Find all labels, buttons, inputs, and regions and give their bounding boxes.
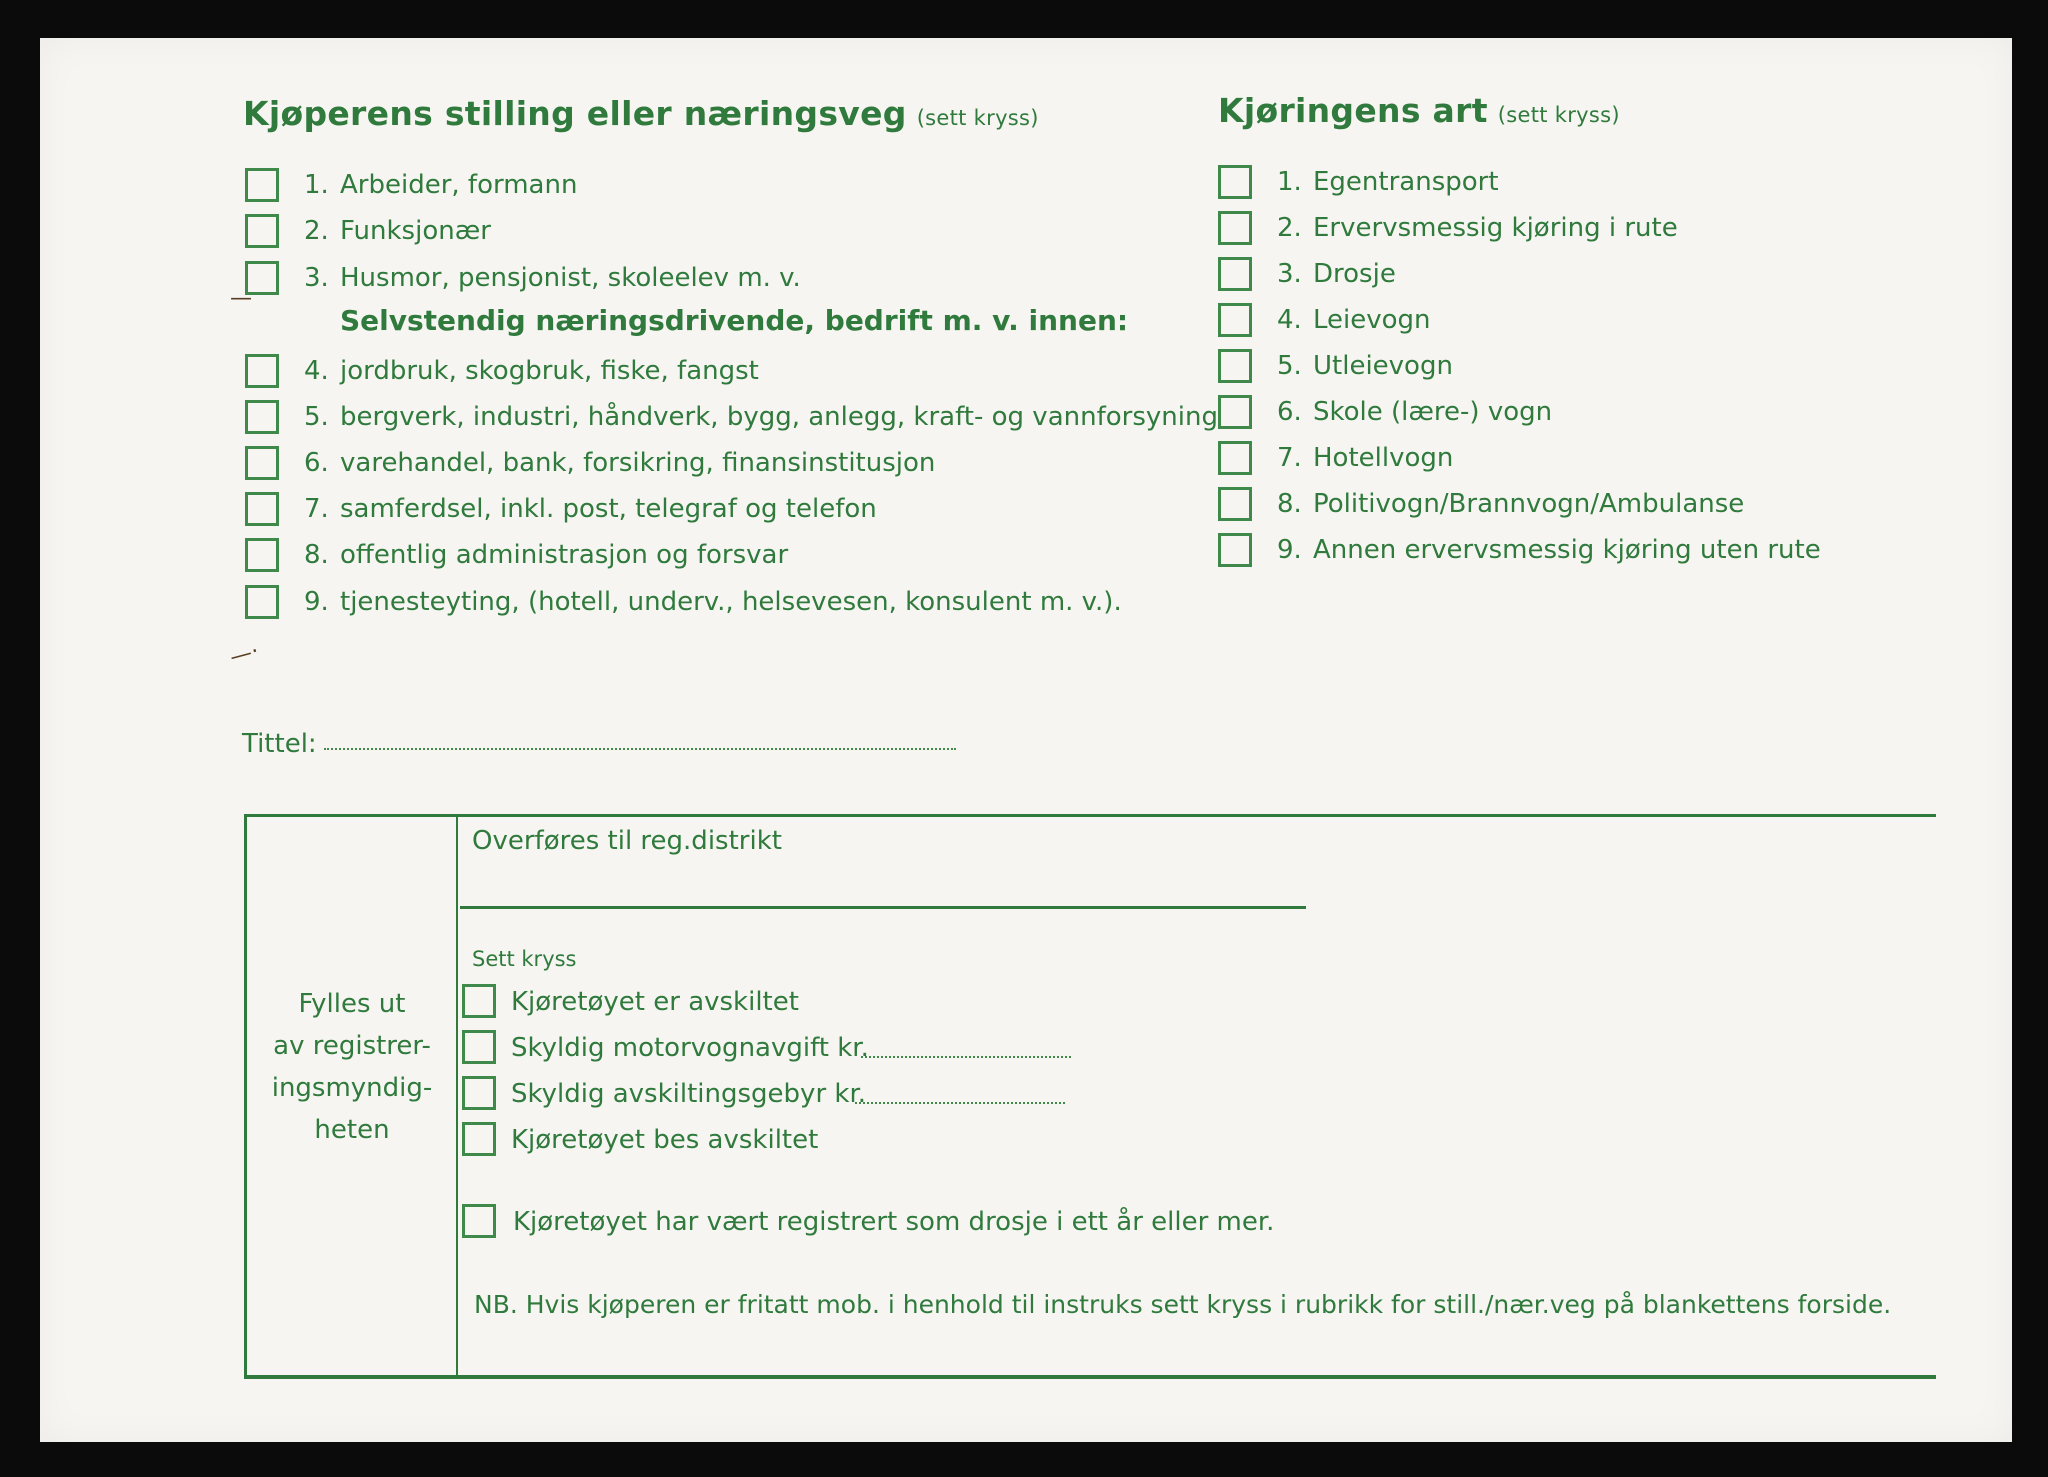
occupation-num: 4. — [304, 356, 329, 386]
occupation-checkbox-8[interactable] — [245, 538, 279, 572]
driving-type-checkbox-9[interactable] — [1218, 533, 1252, 567]
driving-type-item-3 — [1277, 256, 1396, 292]
occupation-item-2 — [304, 213, 491, 249]
authority-note-line: ingsmyndig- — [271, 1073, 433, 1103]
transfer-label: Overføres til reg.distrikt — [472, 826, 782, 856]
occupation-item-8 — [304, 537, 788, 573]
motorvognavgift-amount-field[interactable] — [861, 1056, 1071, 1058]
driving-type-checkbox-2[interactable] — [1218, 211, 1252, 245]
driving-type-checkbox-6[interactable] — [1218, 395, 1252, 429]
sett-kryss-label: Sett kryss — [472, 947, 577, 971]
occupation-label: Husmor, pensjonist, skoleelev m. v. — [340, 263, 801, 293]
driving-type-num: 2. — [1277, 213, 1302, 243]
driving-type-checkbox-5[interactable] — [1218, 349, 1252, 383]
box-divider — [456, 814, 458, 1379]
driving-type-item-8 — [1277, 486, 1744, 522]
occupation-label: samferdsel, inkl. post, telegraf og telefon — [340, 494, 877, 524]
driving-type-label: Annen ervervsmessig kjøring uten rute — [1313, 535, 1821, 565]
driving-type-label: Leievogn — [1313, 305, 1431, 335]
registration-checkbox-3[interactable] — [462, 1076, 496, 1110]
occupation-label: jordbruk, skogbruk, fiske, fangst — [340, 356, 759, 386]
occupation-num: 7. — [304, 494, 329, 524]
right-heading-title: Kjøringens art — [1218, 91, 1488, 130]
left-heading-title: Kjøperens stilling eller næringsveg — [243, 94, 907, 133]
driving-type-num: 5. — [1277, 351, 1302, 381]
driving-type-label: Egentransport — [1313, 167, 1499, 197]
occupation-item-9 — [304, 584, 1122, 620]
occupation-item-5 — [304, 399, 1218, 435]
authority-note — [252, 983, 452, 1151]
occupation-num: 2. — [304, 216, 329, 246]
occupation-item-7 — [304, 491, 877, 527]
box-bottom-rule — [244, 1375, 1936, 1379]
driving-type-checkbox-1[interactable] — [1218, 165, 1252, 199]
driving-type-num: 8. — [1277, 489, 1302, 519]
tittel-field[interactable] — [324, 748, 956, 750]
occupation-item-3 — [304, 260, 801, 296]
occupation-checkbox-4[interactable] — [245, 354, 279, 388]
occupation-num: 9. — [304, 587, 329, 617]
driving-type-checkbox-3[interactable] — [1218, 257, 1252, 291]
driving-type-item-2 — [1277, 210, 1678, 246]
drosje-checkbox[interactable] — [462, 1204, 496, 1238]
registration-checkbox-2[interactable] — [462, 1030, 496, 1064]
registration-check-label: Skyldig motorvognavgift kr. — [511, 1033, 869, 1063]
driving-type-checkbox-7[interactable] — [1218, 441, 1252, 475]
left-heading — [243, 94, 1039, 133]
driving-type-label: Ervervsmessig kjøring i rute — [1313, 213, 1678, 243]
occupation-label: varehandel, bank, forsikring, finansinstitusjon — [340, 448, 936, 478]
avskiltingsgebyr-amount-field[interactable] — [855, 1102, 1065, 1104]
occupation-checkbox-2[interactable] — [245, 214, 279, 248]
occupation-checkbox-5[interactable] — [245, 400, 279, 434]
occupation-label: offentlig administrasjon og forsvar — [340, 540, 789, 570]
driving-type-label: Skole (lære-) vogn — [1313, 397, 1553, 427]
registration-checkbox-4[interactable] — [462, 1122, 496, 1156]
driving-type-num: 4. — [1277, 305, 1302, 335]
occupation-num: 8. — [304, 540, 329, 570]
driving-type-item-9 — [1277, 532, 1821, 568]
right-heading-note: (sett kryss) — [1497, 103, 1620, 127]
driving-type-label: Hotellvogn — [1313, 443, 1454, 473]
occupation-num: 6. — [304, 448, 329, 478]
occupation-checkbox-1[interactable] — [245, 168, 279, 202]
occupation-num: 1. — [304, 170, 329, 200]
right-heading — [1218, 91, 1620, 130]
driving-type-checkbox-4[interactable] — [1218, 303, 1252, 337]
driving-type-item-6 — [1277, 394, 1552, 430]
driving-type-item-7 — [1277, 440, 1453, 476]
drosje-check-label: Kjøretøyet har vært registrert som drosje i ett år eller mer. — [513, 1207, 1275, 1237]
authority-note-line: heten — [314, 1115, 390, 1145]
authority-note-line: av registrer- — [273, 1031, 431, 1061]
box-top-rule — [244, 814, 1936, 817]
registration-check-label: Skyldig avskiltingsgebyr kr. — [511, 1079, 867, 1109]
self-employed-subheading: Selvstendig næringsdrivende, bedrift m. v. innen: — [340, 304, 1129, 337]
occupation-num: 3. — [304, 263, 329, 293]
occupation-item-4 — [304, 353, 759, 389]
tittel-label: Tittel: — [242, 729, 317, 759]
transfer-field[interactable] — [460, 906, 1306, 909]
occupation-checkbox-7[interactable] — [245, 492, 279, 526]
driving-type-checkbox-8[interactable] — [1218, 487, 1252, 521]
driving-type-num: 1. — [1277, 167, 1302, 197]
occupation-label: Funksjonær — [340, 216, 491, 246]
driving-type-item-5 — [1277, 348, 1453, 384]
occupation-label: tjenesteyting, (hotell, underv., helsevesen, konsulent m. v.). — [340, 587, 1122, 617]
registration-check-label: Kjøretøyet er avskiltet — [511, 987, 799, 1017]
occupation-checkbox-6[interactable] — [245, 446, 279, 480]
nb-note: NB. Hvis kjøperen er fritatt mob. i henhold til instruks sett kryss i rubrikk for still./nær.veg på blankettens forside. — [474, 1289, 1892, 1319]
authority-note-line: Fylles ut — [298, 989, 406, 1019]
driving-type-num: 3. — [1277, 259, 1302, 289]
left-heading-note: (sett kryss) — [916, 106, 1039, 130]
occupation-item-6 — [304, 445, 935, 481]
occupation-item-1 — [304, 167, 577, 203]
registration-check-label: Kjøretøyet bes avskiltet — [511, 1125, 819, 1155]
occupation-label: bergverk, industri, håndverk, bygg, anlegg, kraft- og vannforsyning — [340, 402, 1218, 432]
driving-type-num: 9. — [1277, 535, 1302, 565]
occupation-label: Arbeider, formann — [340, 170, 578, 200]
driving-type-item-4 — [1277, 302, 1431, 338]
driving-type-num: 7. — [1277, 443, 1302, 473]
occupation-checkbox-9[interactable] — [245, 585, 279, 619]
registration-checkbox-1[interactable] — [462, 984, 496, 1018]
pencil-mark: — — [230, 286, 252, 311]
driving-type-label: Drosje — [1313, 259, 1396, 289]
occupation-num: 5. — [304, 402, 329, 432]
driving-type-item-1 — [1277, 164, 1499, 200]
pencil-mark: —· — [227, 638, 262, 671]
driving-type-label: Utleievogn — [1313, 351, 1453, 381]
box-left-rule — [244, 814, 247, 1379]
driving-type-num: 6. — [1277, 397, 1302, 427]
driving-type-label: Politivogn/Brannvogn/Ambulanse — [1313, 489, 1745, 519]
form-sheet — [40, 38, 2012, 1442]
